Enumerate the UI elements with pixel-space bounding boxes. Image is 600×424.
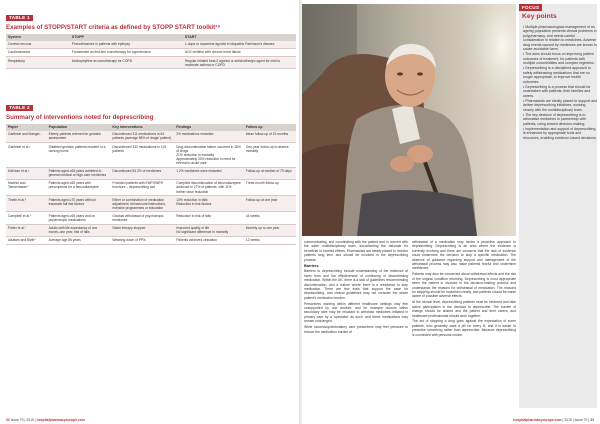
table-cell: Patients aged ≥70 years without traumatic fall risk factors bbox=[47, 196, 111, 212]
table-1-title: Examples of STOPP/START criteria as defined by STOPP START toolkit¹⁹ bbox=[6, 24, 221, 31]
issue-label-left: Issue 79 | 2015 bbox=[10, 418, 34, 422]
table-cell: Elderly patients referred for geriatric assessment bbox=[47, 131, 111, 143]
table-cell: Average age 85 years bbox=[47, 236, 111, 244]
table1-header-cell: STOPP bbox=[70, 34, 183, 41]
table-cell: Follow-up at one year bbox=[244, 196, 296, 212]
table-1-tag: TABLE 1 bbox=[6, 15, 33, 21]
table-cell: 44 weeks bbox=[244, 212, 296, 224]
body-paragraph: Barriers to deprescribing include understanding of the evidence of harm from and the effectiveness of continuing or discontinuing medication. Within the UK, there is a lack of guidelines recommending discontinuation, and a culture where there is a reluctance to stop medication. There are few trials that support the case for deprescribing, and clinical guidelines may not consider the whole patient's medication burden. bbox=[304, 269, 408, 300]
body-paragraph: The act of stopping a drug goes against the expectation of some patients, who generally want a pill for every ill, and it is easier to prescribe something rather than deprescribe. Because deprescribing is connected with personal choice, bbox=[412, 319, 516, 337]
table-row bbox=[6, 236, 296, 244]
table-cell: Either or combination of medication adjustment, behavioural instructions, exercise programmes or education bbox=[110, 196, 174, 212]
table-row bbox=[6, 41, 296, 49]
table-cell: Follow-up at median of 79 days bbox=[244, 167, 296, 179]
table-cell: 1.2% medicines were restarted bbox=[174, 167, 244, 179]
page-number-left: 32 bbox=[6, 418, 10, 422]
table2-header-cell: Paper bbox=[6, 124, 47, 131]
table-cell: Mean follow-up of 19 months bbox=[244, 131, 296, 143]
table-cell: Aminophylline as monotherapy for COPD bbox=[70, 57, 183, 69]
table-cell: Statin therapy stopped bbox=[110, 224, 174, 236]
table-2-grid bbox=[6, 124, 296, 245]
table2-header-cell: Follow up bbox=[244, 124, 296, 131]
table-cell: Improved quality of life No significant difference in mortality bbox=[174, 224, 244, 236]
body-paragraph: Patients may also be concerned about withdrawal effects and the risk of the original condition returning. Deprescribing is most appropriate when the patient is involved in the decision-making process and understands the reasons for withdrawal of medication. The reasons for stopping should be explained clearly, and patients should be made aware of possible adverse effects. bbox=[412, 272, 516, 299]
key-point-item: • Deprescribing is a disciplined approach to safely withdrawing medications that are no longer appropriate, to improve health outcomes. bbox=[523, 66, 591, 84]
table-row bbox=[6, 196, 296, 212]
body-column-2 bbox=[412, 240, 516, 339]
table-cell: ACE inhibitor with chronic heart failure bbox=[183, 48, 296, 56]
right-page bbox=[302, 0, 600, 424]
table-cell: Phenothiazines in patients with epilepsy bbox=[70, 41, 183, 49]
table1-header-cell: System bbox=[6, 34, 70, 41]
table-cell: Provided patients with EMPOWER brochure – deprescribing tool bbox=[110, 179, 174, 195]
table-cell: Drug discontinuation failure occurred in 18% of drugs 21% reduction in mortality Approximately 30% reduction in need for referral to acute care bbox=[174, 143, 244, 168]
table-2 bbox=[6, 96, 296, 245]
table-cell: One-year follow-up to assess mortality bbox=[244, 143, 296, 168]
table-cell: Gradual withdrawal of psychotropic medicines bbox=[110, 212, 174, 224]
footer-right: hospitalpharmacyeurope.com | 2015 | Issue 79 | 33 bbox=[513, 418, 594, 422]
site-link-right[interactable]: hospitalpharmacyeurope.com bbox=[513, 418, 562, 422]
key-point-item: • Deprescribing is a process that should be undertaken with patients, their families and carers. bbox=[523, 84, 591, 98]
key-point-item: • The key decision of deprescribing is to rationalise medicines in partnership with patients, using shared decision-making. bbox=[523, 112, 586, 126]
body-column-1 bbox=[304, 240, 408, 336]
table-cell: Garfinkel et al.² bbox=[6, 143, 47, 168]
body-paragraph: communicating, and coordinating with the patient and in concert with the wider multidisciplinary team, documenting the rationale for beneficial or harmful effects. Pharmacists are ideally placed to monitor patients long term and should be involved in the deprescribing process. bbox=[304, 240, 408, 262]
table-row bbox=[6, 224, 296, 236]
table-cell: Discontinued 332 medications in 119 patients bbox=[110, 143, 174, 168]
table-1-grid bbox=[6, 34, 296, 69]
footer-left: 32 Issue 79 | 2015 | hospitalpharmacyeurope.com bbox=[6, 418, 85, 422]
key-point-item: • Multiple pharmacological management of an ageing population presents clinical problems in polypharmacy, and needs careful consideration in relation to medicines. Adverse drug events caused by medicines are known to cause avoidable harm. bbox=[523, 25, 597, 52]
table-cell: Patients aged ≥65 years and on psychotropic medications bbox=[47, 212, 111, 224]
elderly-man-photo bbox=[302, 4, 516, 236]
body-paragraph: At the clinical level, deprescribing patients must be informed and take active participation in the decision to deprescribe. The burden of change should be shared and the patient and their carers, and healthcare professionals should work together. bbox=[412, 300, 516, 318]
table-row bbox=[6, 48, 296, 56]
table-cell: Marthin and Tannenbaum⁴ bbox=[6, 179, 47, 195]
table-cell: Patients achieved cessation bbox=[174, 236, 244, 244]
table-cell: Alsalam and Blyth⁸ bbox=[6, 236, 47, 244]
body-paragraph: While secondary/ambulatory care prescribers may feel pressure to reduce the medication burden of bbox=[304, 325, 408, 334]
table-cell: McKean et al.³ bbox=[6, 167, 47, 179]
key-points-sidebar bbox=[519, 4, 597, 408]
table-cell: Discontinued 54.2% of medicines bbox=[110, 167, 174, 179]
table-cell: Garfinkel and Mangin¹ bbox=[6, 131, 47, 143]
key-points-list bbox=[523, 25, 597, 141]
table-cell: Regular inhaled beta-2 agonist or anticholinergic agent for mild to moderate asthma or COPD bbox=[183, 57, 296, 69]
table-cell: Furosemide as first-line monotherapy for hypertension bbox=[70, 48, 183, 56]
table-row bbox=[6, 212, 296, 224]
table-cell: Potter et al.⁷ bbox=[6, 224, 47, 236]
table-cell: Monthly up to one year bbox=[244, 224, 296, 236]
table-cell: Three-month follow-up bbox=[244, 179, 296, 195]
table-cell: Patients aged ≥65 years with prescriptions for a benzodiazepine bbox=[47, 179, 111, 195]
table-2-tag: TABLE 2 bbox=[6, 105, 33, 111]
table-cell: 13% reduction in falls Reduction in risk factors bbox=[174, 196, 244, 212]
table-row bbox=[6, 131, 296, 143]
table2-header-cell: Population bbox=[47, 124, 111, 131]
issue-label-right: 2015 | Issue 79 bbox=[564, 418, 588, 422]
table-cell: Weaning down of PPIs bbox=[110, 236, 174, 244]
table1-header-cell: START bbox=[183, 34, 296, 41]
table-row bbox=[6, 57, 296, 69]
table-cell: Complete discontinuation of benzodiazepine achieved in 27% of patients, with 11% further dose reduction bbox=[174, 179, 244, 195]
table-cell: Discontinued 311 medications in 64 patients (average 58% of drugs/ patient) bbox=[110, 131, 174, 143]
table-cell: 12 weeks bbox=[244, 236, 296, 244]
table-cell: Respiratory bbox=[6, 57, 70, 69]
table-cell: Patients aged ≥65 years admitted to general medical or high-care medicines bbox=[47, 167, 111, 179]
table-cell: Campbell et al.⁶ bbox=[6, 212, 47, 224]
key-point-item: • Implementation and support of deprescribing is enhanced by appropriate tools and resources, enabling evidence-based decisions. bbox=[523, 126, 597, 140]
section-heading-barriers: Barriers bbox=[304, 263, 319, 268]
table-row bbox=[6, 179, 296, 195]
table-cell: Tinetti et al.⁵ bbox=[6, 196, 47, 212]
key-point-item: • Pharmacists are ideally placed to support and deliver deprescribing initiatives, working closely with the multidisciplinary team. bbox=[523, 98, 597, 112]
table-row bbox=[6, 143, 296, 168]
key-point-item: • The aims should focus on improving patient outcomes of treatment, for patients with multiple comorbidities and complex regimens. bbox=[523, 52, 595, 66]
table-cell: Disabled geriatric patients resident in a nursing home bbox=[47, 143, 111, 168]
table2-header-cell: Key interventions bbox=[110, 124, 174, 131]
table-cell: Cardiovascular bbox=[6, 48, 70, 56]
table-row bbox=[6, 167, 296, 179]
table-2-title: Summary of interventions noted for deprescribing bbox=[6, 114, 154, 121]
body-paragraph: Prescribers working within different healthcare settings may feel unsupported by one another, and for example doctors within secondary care may be reluctant to withdraw medicines initiated in primary care by a 'specialist' as such, and these medications may remain unchanged. bbox=[304, 301, 408, 324]
sidebar-tag: FOCUS bbox=[519, 4, 542, 11]
table2-header-cell: Findings bbox=[174, 124, 244, 131]
sidebar-title: Key points bbox=[522, 13, 557, 20]
page-number-right: 33 bbox=[590, 418, 594, 422]
body-paragraph: withdrawal of a medication may hinder a proactive approach to deprescribing. Deprescribing is an area where the evidence is currently evolving and there are concerns that the lack of evidence could undermine the decision to stop a specific medication. The absence of guidance regarding support and management of the withdrawal process may also make patients fearful and undermine confidence. bbox=[412, 240, 516, 271]
table-1 bbox=[6, 6, 296, 69]
table-cell: L-dopa or dopamine agonist in idiopathic Parkinson's disease bbox=[183, 41, 296, 49]
table-cell: Reduction in risk of falls bbox=[174, 212, 244, 224]
site-link-left[interactable]: hospitalpharmacyeurope.com bbox=[36, 418, 85, 422]
table-cell: 2% medications restarted bbox=[174, 131, 244, 143]
table-cell: Central nervous bbox=[6, 41, 70, 49]
table-cell: Adults with life expectancy of one month–one year, risk of falls bbox=[47, 224, 111, 236]
